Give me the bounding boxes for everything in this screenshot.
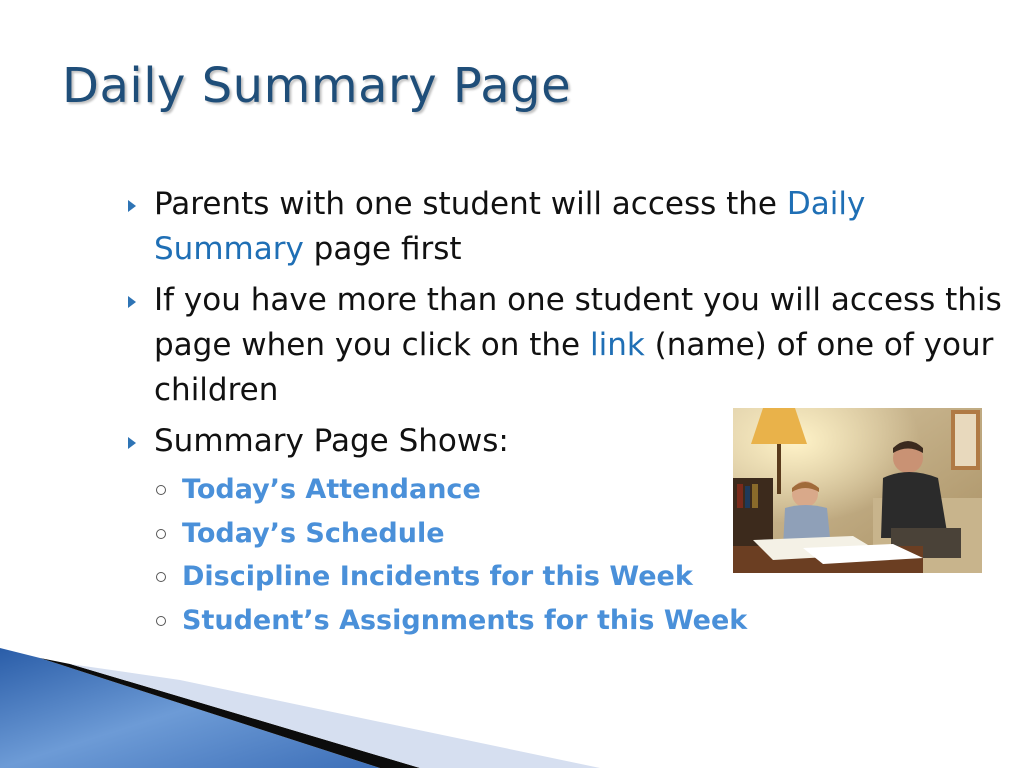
- bullet-text: Parents with one student will access the: [154, 186, 787, 222]
- slide-title: Daily Summary Page: [62, 58, 572, 114]
- sub-item-assignments: [154, 599, 1004, 643]
- parent-child-photo: [733, 408, 982, 573]
- highlight-daily-summary: Daily Summary: [154, 186, 866, 267]
- circle-bullet-icon: [156, 572, 166, 582]
- sub-item-label: Today’s Schedule: [182, 517, 445, 549]
- circle-bullet-icon: [156, 616, 166, 626]
- sub-item-label: Student’s Assignments for this Week: [182, 604, 748, 636]
- circle-bullet-icon: [156, 485, 166, 495]
- circle-bullet-icon: [156, 529, 166, 539]
- bullet-text: (name) of one of your children: [154, 327, 994, 408]
- bullet-text: If you have more than one student you will access this page when you click on the: [154, 282, 1002, 363]
- bullet-arrow-icon: [128, 437, 136, 449]
- bullet-item: [124, 182, 1004, 272]
- sub-item-label: Discipline Incidents for this Week: [182, 561, 693, 592]
- sub-item-label: Today’s Attendance: [182, 474, 481, 505]
- bullet-text: page first: [303, 231, 462, 267]
- bullet-arrow-icon: [128, 296, 136, 308]
- bullet-text: Summary Page Shows:: [154, 423, 509, 459]
- slide-decoration: [0, 640, 1024, 768]
- bullet-item: [124, 278, 1004, 413]
- highlight-link: link: [589, 327, 645, 363]
- bullet-arrow-icon: [128, 200, 136, 212]
